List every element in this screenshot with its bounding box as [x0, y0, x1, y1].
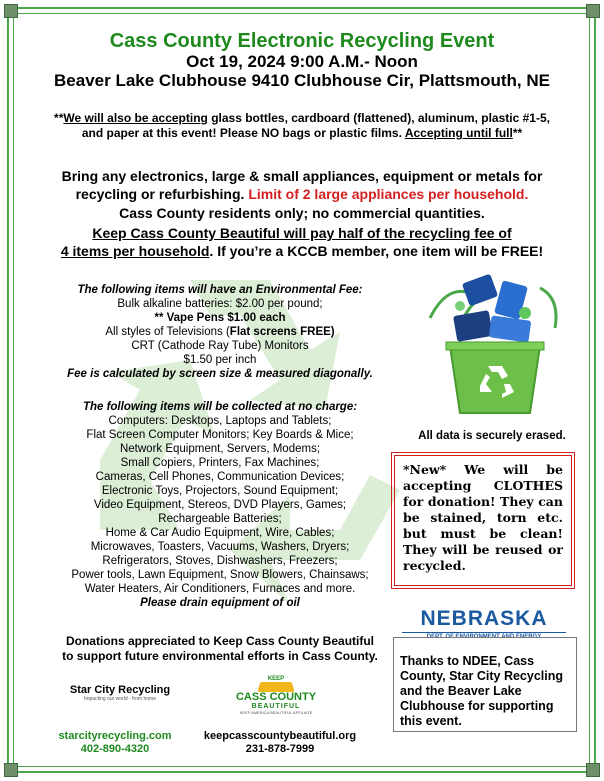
- appliance-limit: Limit of 2 large appliances per household.: [248, 186, 529, 202]
- fee-tv-free: Flat screens FREE): [229, 326, 335, 338]
- fee-note: Fee is calculated by screen size & measured diagonally.: [67, 368, 373, 380]
- free-items-section: [30, 400, 410, 610]
- corner-ornament: [586, 763, 600, 777]
- donations-line1: Donations appreciated to Keep Cass County Beautiful: [65, 634, 375, 648]
- free-item: Rechargeable Batteries;: [158, 513, 282, 525]
- ndee-logo-word: NEBRASKA: [420, 607, 548, 630]
- free-item: Cameras, Cell Phones, Communication Devices;: [95, 471, 345, 483]
- corner-ornament: [4, 763, 18, 777]
- notice-line1: glass bottles, cardboard (flattened), aluminum, plastic #1-5,: [207, 111, 550, 125]
- kccb-offer-items: 4 items per household: [60, 243, 210, 259]
- kccb-logo-top: KEEP: [267, 676, 285, 682]
- free-item: Microwaves, Toasters, Vacuums, Washers, Dryers;: [90, 541, 350, 553]
- donations-line2: to support future environmental efforts in Cass County.: [62, 649, 378, 663]
- free-item: Electronic Toys, Projectors, Sound Equipment;: [101, 485, 339, 497]
- fee-vape: ** Vape Pens $1.00 each: [154, 312, 286, 324]
- kccb-logo: [226, 676, 326, 724]
- star-city-logo-tagline: Impacting our world - from home: [84, 696, 156, 702]
- donations-note: [30, 634, 410, 664]
- clothes-notice-box: [391, 452, 575, 589]
- secure-erase-note: All data is securely erased.: [418, 430, 566, 442]
- free-item: Power tools, Lawn Equipment, Snow Blowers, Chainsaws;: [71, 569, 369, 581]
- kccb-offer-line1: Keep Cass County Beautiful will pay half of the recycling fee of: [92, 225, 512, 241]
- kccb-url[interactable]: keepcasscountybeautiful.org: [203, 730, 357, 742]
- notice-until-full: Accepting until full: [404, 126, 513, 140]
- star-city-phone: 402-890-4320: [80, 743, 150, 755]
- fee-crt: CRT (Cathode Ray Tube) Monitors: [131, 340, 309, 352]
- event-title: Cass County Electronic Recycling Event: [109, 30, 495, 52]
- free-item: Refrigerators, Stoves, Dishwashers, Freezers;: [102, 555, 338, 567]
- free-heading: The following items will be collected at no charge:: [82, 401, 358, 413]
- kccb-phone: 231-878-7999: [245, 743, 315, 755]
- ndee-logo: [392, 607, 576, 640]
- fee-tv-plain: All styles of Televisions (: [105, 326, 230, 338]
- notice-prefix: **: [54, 111, 64, 125]
- kccb-logo-main: CASS COUNTY: [235, 691, 317, 703]
- star-city-url[interactable]: starcityrecycling.com: [58, 730, 172, 742]
- notice-line2: and paper at this event! Please NO bags or plastic films.: [81, 126, 405, 140]
- thanks-box: [393, 637, 577, 732]
- free-items-list: [30, 414, 410, 596]
- bring-items-text: [0, 167, 604, 203]
- clothes-notice-text: *New* We will be accepting CLOTHES for donation! They can be stained, torn etc. but must be clean! They will be reused or recycled.: [394, 455, 572, 586]
- accepted-materials-notice: [0, 111, 604, 141]
- kccb-offer: [0, 224, 604, 260]
- corner-ornament: [4, 4, 18, 18]
- notice-underlined: We will also be accepting: [63, 111, 208, 125]
- ndee-logo-dept: DEPT. OF ENVIRONMENT AND ENERGY: [402, 632, 566, 640]
- free-item: Water Heaters, Air Conditioners, Furnaces and more.: [84, 583, 356, 595]
- fee-per-inch: $1.50 per inch: [183, 354, 257, 366]
- kccb-logo-affiliate: KEEP AMERICA BEAUTIFUL AFFILIATE: [239, 710, 313, 715]
- fee-battery: Bulk alkaline batteries: $2.00 per pound;: [117, 298, 323, 310]
- bring-line2: recycling or refurbishing.: [75, 186, 249, 202]
- free-item: Network Equipment, Servers, Modems;: [119, 443, 321, 455]
- star-city-recycling-logo: [60, 684, 180, 702]
- recycling-bin-graphic: [420, 258, 570, 418]
- kccb-offer-line2: . If you’re a KCCB member, one item will be FREE!: [209, 243, 544, 259]
- residents-only: Cass County residents only; no commercial quantities.: [119, 205, 485, 221]
- notice-suffix: **: [512, 126, 523, 140]
- thanks-text: Thanks to NDEE, Cass County, Star City Recycling and the Beaver Lake Clubhouse for supporting this event.: [400, 654, 563, 728]
- star-city-logo-name: Star City Recycling: [69, 684, 171, 696]
- free-item: Home & Car Audio Equipment, Wire, Cables;: [105, 527, 335, 539]
- free-item: Small Copiers, Printers, Fax Machines;: [120, 457, 320, 469]
- event-date: Oct 19, 2024 9:00 A.M.- Noon: [186, 52, 418, 71]
- drain-note: Please drain equipment of oil: [140, 597, 300, 609]
- event-venue: Beaver Lake Clubhouse 9410 Clubhouse Cir, Plattsmouth, NE: [54, 71, 550, 90]
- bring-line1: Bring any electronics, large & small appliances, equipment or metals for: [61, 168, 543, 184]
- corner-ornament: [586, 4, 600, 18]
- fee-items-section: [30, 283, 410, 381]
- free-item: Computers: Desktops, Laptops and Tablets;: [108, 415, 332, 427]
- kccb-logo-sub: BEAUTIFUL: [251, 703, 301, 710]
- free-item: Video Equipment, Stereos, DVD Players, Games;: [93, 499, 347, 511]
- fee-heading: The following items will have an Environmental Fee:: [77, 284, 363, 296]
- fee-tv: [30, 325, 410, 339]
- free-item: Flat Screen Computer Monitors; Key Boards & Mice;: [86, 429, 354, 441]
